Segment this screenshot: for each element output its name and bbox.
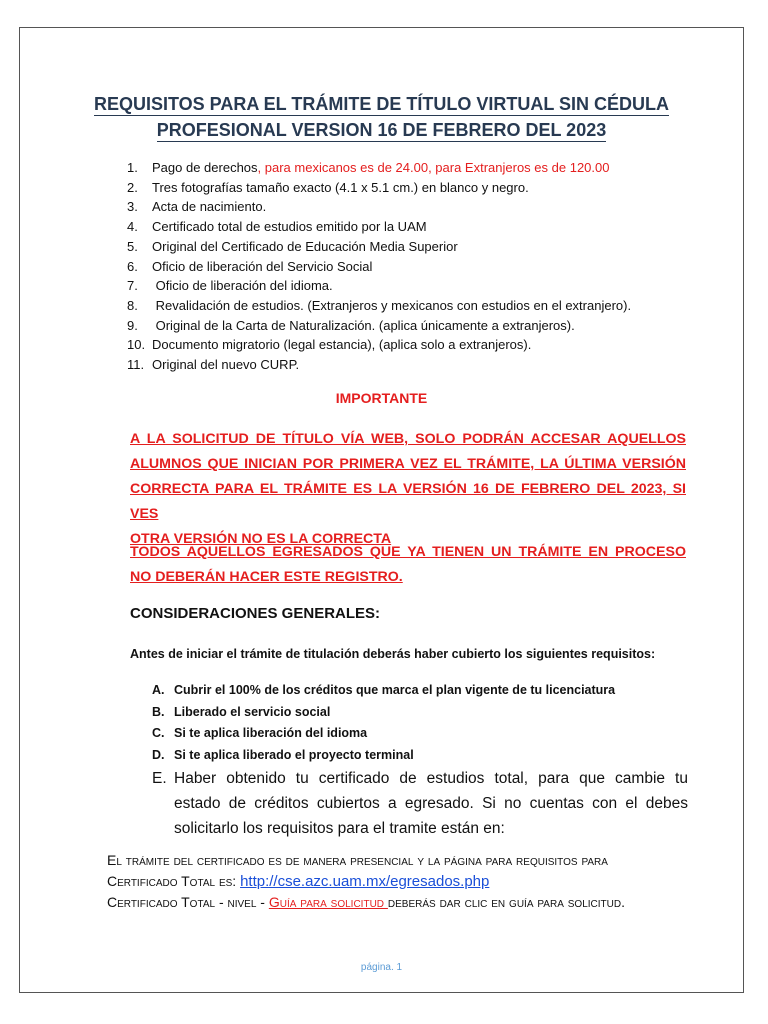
item-text: Tres fotografías tamaño exacto (4.1 x 5.1 cm.) en blanco y negro. [152,179,529,195]
item-text: Original de la Carta de Naturalización. (aplica únicamente a extranjeros). [152,317,575,333]
list-item [127,178,727,198]
item-text: Oficio de liberación del idioma. [152,278,333,294]
list-item [127,217,727,237]
item-e-line: estado de créditos cubiertos a egresado. Si no cuentas con el debes [174,795,688,812]
list-item [127,237,727,257]
considerations-heading: CONSIDERACIONES GENERALES: [130,605,381,622]
item-text: Cubrir el 100% de los créditos que marca el plan vigente de tu licenciatura [174,683,616,697]
item-text: Liberado el servicio social [174,704,331,719]
item-text: Documento migratorio (legal estancia), (aplica solo a extranjeros). [152,337,532,353]
item-text: Si te aplica liberado el proyecto terminal [174,748,414,763]
list-item [127,158,727,178]
guide-link[interactable]: Guía para solicitud [268,894,388,910]
item-number: 7. [127,278,138,294]
list-item [152,680,712,702]
item-number: 9. [127,317,138,333]
item-number: 1. [127,160,138,175]
list-item [127,335,727,355]
warning-line: CORRECTA PARA EL TRÁMITE ES LA VERSIÓN 16 DE FEBRERO DEL 2023, SI VES [130,481,686,522]
certificate-level-prefix: Certificado Total - nivel - [107,894,269,910]
warning-line: OTRA VERSIÓN NO ES LA CORRECTA [130,531,392,547]
item-number: 6. [127,258,138,274]
item-text: Original del Certificado de Educación Media Superior [152,238,458,254]
warning-line: ALUMNOS QUE INICIAN POR PRIMERA VEZ EL TRÁMITE, LA ÚLTIMA VERSIÓN [130,456,686,472]
list-item [152,723,712,745]
item-letter: A. [152,683,165,697]
title-line-1: REQUISITOS PARA EL TRÁMITE DE TÍTULO VIRTUAL SIN CÉDULA [93,94,670,114]
list-item [127,197,727,217]
list-item [127,296,727,316]
list-item [152,745,712,767]
item-text: Revalidación de estudios. (Extranjeros y mexicanos con estudios en el extranjero). [152,297,632,313]
item-letter: C. [152,726,165,741]
list-item [152,702,712,724]
item-e-line: Haber obtenido tu certificado de estudios total, para que cambie tu [174,770,688,787]
warning-first-time-notice [130,427,686,552]
item-text: Original del nuevo CURP. [152,357,300,373]
warning-in-process-notice [130,540,686,590]
item-letter: B. [152,704,165,719]
item-text: Pago de derechos [152,160,258,175]
certificate-prefix: Certificado Total es: [107,873,241,889]
warning-line: NO DEBERÁN HACER ESTE REGISTRO. [130,569,403,585]
before-starting-text: Antes de iniciar el trámite de titulación deberás haber cubierto los siguientes requisitos: [130,647,656,661]
item-letter: E. [152,770,167,787]
title-line-2: PROFESIONAL VERSION 16 DE FEBRERO DEL 2023 [156,120,607,140]
certificate-info-line [107,892,747,913]
requirements-list [127,158,727,375]
item-letter: D. [152,748,165,763]
item-number: 5. [127,238,138,254]
item-text: Certificado total de estudios emitido por la UAM [152,219,427,235]
certificate-info-line: El trámite del certificado es de manera presencial y la página para requisitos para [107,852,608,868]
list-item-e [152,766,688,841]
egresados-link[interactable]: http://cse.azc.uam.mx/egresados.php [240,873,490,890]
certificate-level-suffix: deberás dar clic en guía para solicitud. [387,894,625,910]
list-item [127,355,727,375]
prerequisites-list [152,680,712,767]
item-text: Acta de nacimiento. [152,199,267,215]
certificate-info-line [107,871,747,892]
item-number: 10. [127,337,146,353]
list-item [127,257,727,277]
item-number: 2. [127,179,138,195]
item-text: Si te aplica liberación del idioma [174,726,368,741]
page-number: página. 1 [360,962,403,973]
item-number: 4. [127,219,138,235]
item-text: Oficio de liberación del Servicio Social [152,258,373,274]
list-item [127,276,727,296]
item-number: 8. [127,297,138,313]
certificate-info [107,850,747,913]
list-item [127,316,727,336]
item-number: 11. [127,357,145,373]
document-page [19,27,744,993]
item-price-text: , para mexicanos es de 24.00, para Extranjeros es de 120.00 [257,160,610,175]
item-e-line: solicitarlo los requisitos para el tramite están en: [174,820,505,837]
important-heading: IMPORTANTE [335,390,428,406]
item-number: 3. [127,199,138,215]
warning-line: A LA SOLICITUD DE TÍTULO VÍA WEB, SOLO PODRÁN ACCESAR AQUELLOS [130,431,686,447]
document-title [20,91,743,143]
warning-line: TODOS AQUELLOS EGRESADOS QUE YA TIENEN UN TRÁMITE EN PROCESO [130,544,686,560]
